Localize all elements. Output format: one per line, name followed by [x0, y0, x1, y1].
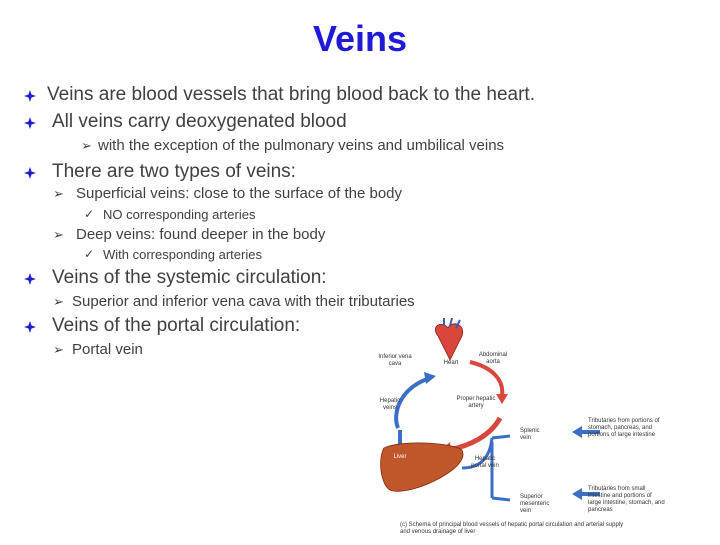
bullet-5: Veins of the portal circulation: [52, 315, 301, 336]
sub-bullet-5: Portal vein [72, 341, 143, 358]
bullet-2: All veins carry deoxygenated blood [52, 111, 347, 132]
portal-circulation-diagram [370, 318, 670, 540]
diamond-bullet-icon [24, 90, 36, 102]
sub-bullet-2: Superficial veins: close to the surface of the body [76, 185, 403, 202]
label-liver: Liver [393, 454, 407, 460]
diamond-bullet-icon [24, 321, 36, 333]
bullet-4: Veins of the systemic circulation: [52, 267, 327, 288]
arrow-bullet-icon: ➢ [53, 186, 64, 201]
diagram-caption: (c) Schema of principal blood vessels of hepatic portal circulation and arterial supply and venous drainage of liver [400, 522, 624, 535]
label-hepatic-veins: Hepatic veins [379, 398, 401, 411]
heart-illustration [435, 318, 462, 360]
arrow-bullet-icon: ➢ [53, 294, 64, 309]
label-heart: Heart [443, 360, 459, 366]
sub-bullet-3: Deep veins: found deeper in the body [76, 226, 326, 243]
arrow-bullet-icon: ➢ [81, 138, 92, 153]
diamond-bullet-icon [24, 117, 36, 129]
label-splenic-vein: Splenic vein [520, 428, 540, 441]
check-bullet-icon: ✓ [84, 247, 95, 261]
bullet-3: There are two types of veins: [52, 161, 296, 182]
arrow-bullet-icon: ➢ [53, 342, 64, 357]
label-tributaries-2: Tributaries from small intestine and portions of large intestine, stomach, and pancreas [588, 486, 665, 513]
sub-bullet-4: Superior and inferior vena cava with their tributaries [72, 293, 415, 310]
sub-sub-bullet-2: With corresponding arteries [103, 247, 262, 262]
diamond-bullet-icon [24, 167, 36, 179]
sub-sub-bullet-1: NO corresponding arteries [103, 207, 256, 222]
check-bullet-icon: ✓ [84, 207, 95, 221]
slide-title: Veins [312, 18, 408, 59]
label-aorta: Abdominal aorta [478, 352, 508, 365]
label-portal-vein: Hepatic portal vein [471, 456, 499, 469]
label-sup-mesenteric: Superior mesenteric vein [520, 494, 550, 514]
diamond-bullet-icon [24, 273, 36, 285]
sub-bullet-1: with the exception of the pulmonary veins and umbilical veins [98, 137, 505, 154]
liver-illustration [381, 443, 463, 491]
label-tributaries-1: Tributaries from portions of stomach, pancreas, and portions of large intestine [588, 418, 660, 438]
bullet-1: Veins are blood vessels that bring blood back to the heart. [47, 84, 535, 105]
label-hepatic-artery: Proper hepatic artery [456, 396, 496, 409]
arrow-bullet-icon: ➢ [53, 227, 64, 242]
label-ivc: Inferior vena cava [378, 354, 412, 367]
